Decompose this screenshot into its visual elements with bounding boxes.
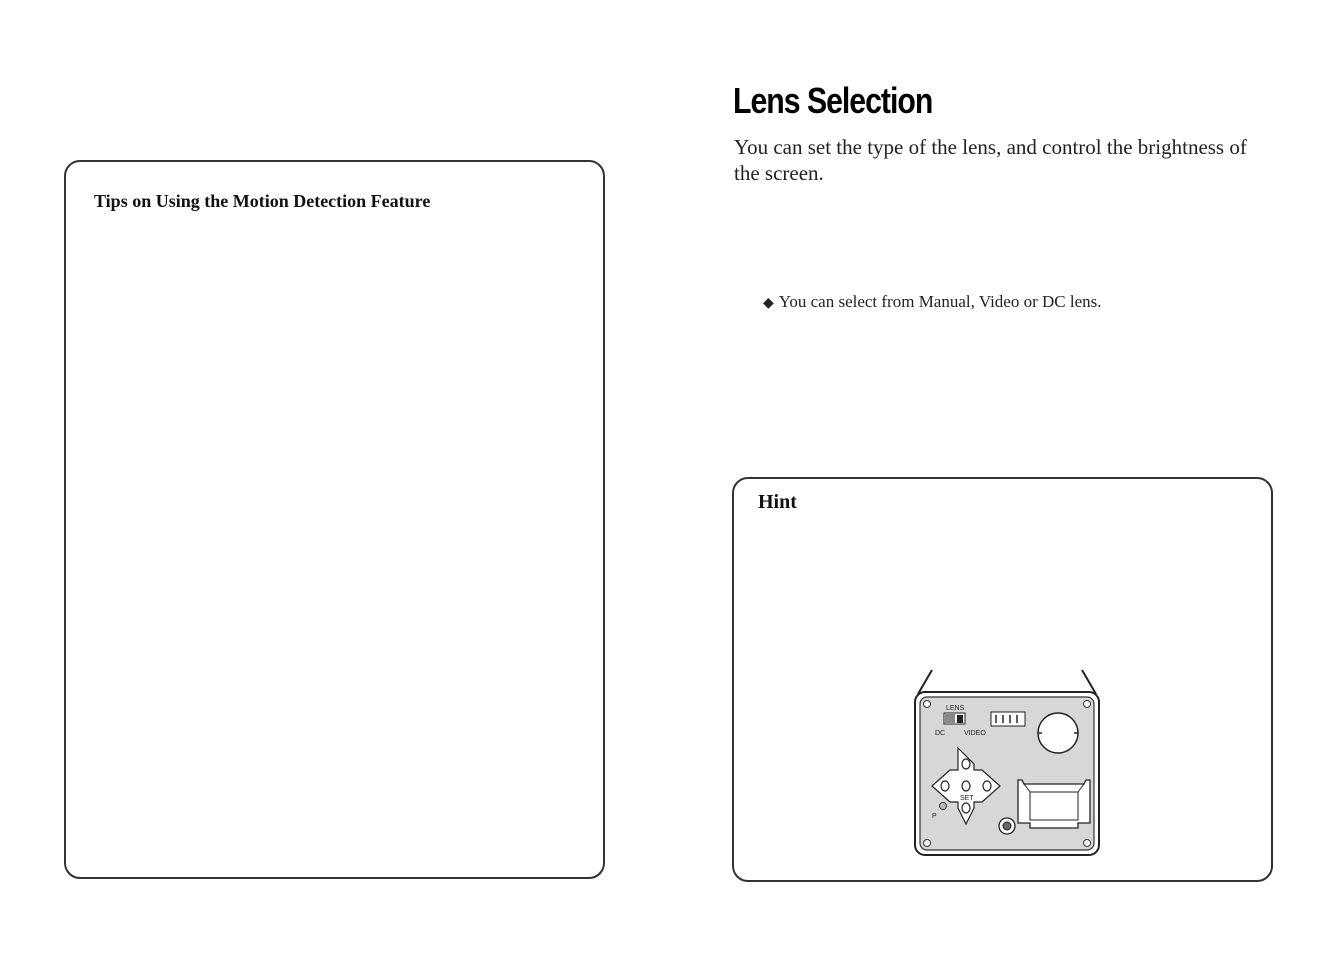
intro-paragraph: You can set the type of the lens, and control the brightness of the screen.: [734, 135, 1247, 185]
tips-title: Tips on Using the Motion Detection Feature: [94, 191, 431, 211]
camera-set-label: SET: [960, 795, 974, 802]
bullet-text: You can select from Manual, Video or DC lens.: [778, 292, 1102, 311]
camera-rear-panel-icon: [910, 668, 1105, 858]
diamond-bullet-icon: ◆: [763, 296, 774, 311]
camera-dc-label: DC: [935, 730, 946, 737]
tips-box: [64, 160, 605, 879]
camera-video-label: VIDEO: [964, 730, 986, 737]
camera-lens-label: LENS: [946, 705, 965, 712]
camera-p-label: P: [932, 813, 937, 820]
bullet-item: [763, 292, 1102, 312]
hint-title: Hint: [758, 491, 797, 513]
section-title: Lens Selection: [733, 80, 933, 121]
